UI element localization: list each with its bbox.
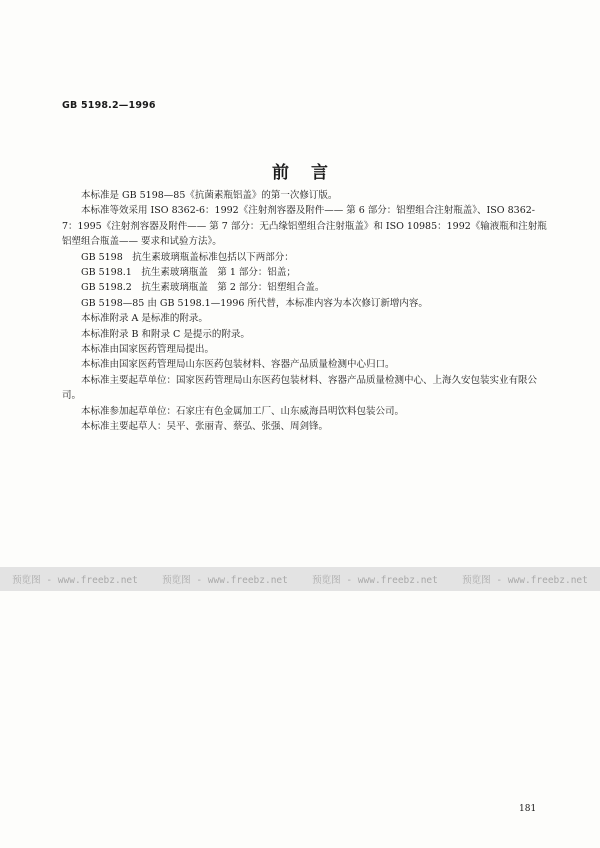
paragraph: GB 5198.1 抗生素玻璃瓶盖 第 1 部分：铝盖； bbox=[81, 267, 296, 279]
paragraph: GB 5198.2 抗生素玻璃瓶盖 第 2 部分：铝塑组合盖。 bbox=[81, 282, 325, 294]
paragraph: 本标准由国家医药管理局山东医药包装材料、容器产品质量检测中心归口。 bbox=[81, 359, 395, 371]
paragraph: 本标准由国家医药管理局提出。 bbox=[81, 344, 215, 356]
paragraph: GB 5198 抗生素玻璃瓶盖标准包括以下两部分： bbox=[81, 251, 294, 263]
paragraph: GB 5198—85 由 GB 5198.1—1996 所代替，本标准内容为本次修订新增内容。 bbox=[81, 297, 428, 309]
watermark-text: 预览图 - www.freebz.net bbox=[162, 575, 288, 586]
paragraph: 本标准主要起草单位：国家医药管理局山东医药包装材料、容器产品质量检测中心、上海久安包装实业有限公司。 bbox=[62, 374, 538, 402]
page-title: 前言 bbox=[272, 163, 350, 183]
standard-code: GB 5198.2—1996 bbox=[62, 100, 156, 111]
watermark-text: 预览图 - www.freebz.net bbox=[312, 575, 438, 586]
paragraph: 本标准等效采用 ISO 8362-6：1992《注射剂容器及附件—— 第 6 部分：铝塑组合注射瓶盖》、ISO 8362-7：1995《注射剂容器及附件—— 第 7 部分：无凸缘铝塑组合注射瓶盖》和 ISO 10985：1992《输液瓶和注射瓶铝塑组合瓶盖—— 要求和试验方法》。 bbox=[62, 205, 547, 248]
page-number: 181 bbox=[519, 804, 537, 814]
paragraph: 本标准参加起草单位：石家庄有色金属加工厂、山东威海昌明饮料包装公司。 bbox=[81, 405, 405, 417]
watermark-text: 预览图 - www.freebz.net bbox=[462, 575, 588, 586]
paragraph: 本标准附录 A 是标准的附录。 bbox=[81, 313, 208, 325]
foreword-body bbox=[62, 188, 550, 435]
paragraph: 本标准主要起草人：吴平、张丽青、蔡弘、张强、周剑锋。 bbox=[81, 421, 329, 433]
watermark-text: 预览图 - www.freebz.net bbox=[12, 575, 138, 586]
paragraph: 本标准附录 B 和附录 C 是提示的附录。 bbox=[81, 328, 250, 340]
paragraph: 本标准是 GB 5198—85《抗菌素瓶铝盖》的第一次修订版。 bbox=[81, 190, 338, 201]
watermark-band bbox=[0, 567, 600, 591]
